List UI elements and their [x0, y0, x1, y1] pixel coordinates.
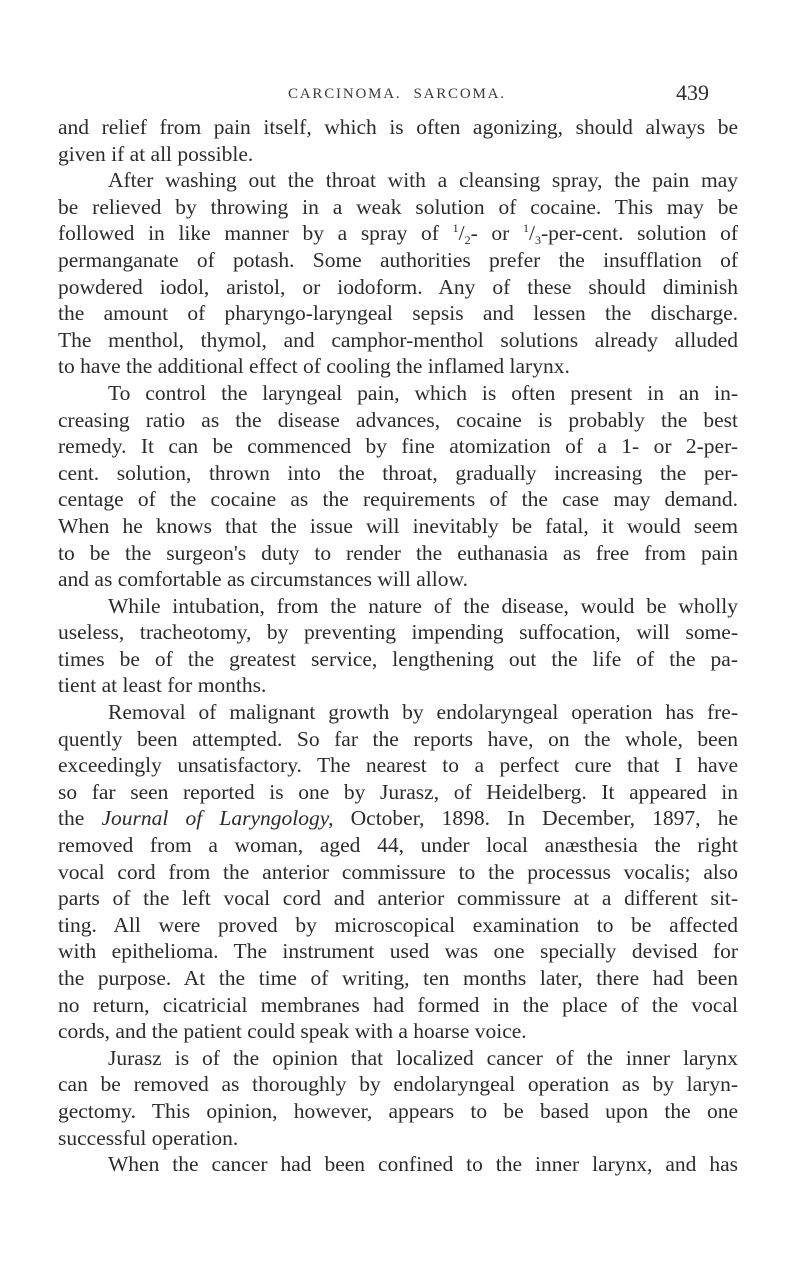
text-line: so far seen reported is one by Jurasz, of Heidelberg. It appeared in: [58, 779, 738, 804]
line-segment: the: [58, 806, 85, 831]
running-head-right: SARCOMA.: [413, 86, 506, 102]
text-line: quently been attempted. So far the reports have, on the whole, been: [58, 726, 738, 751]
text-line: useless, tracheotomy, by preventing impending suffocation, will some-: [58, 620, 738, 645]
text-line: The menthol, thymol, and camphor-menthol solutions already alluded: [58, 327, 738, 352]
text-line: centage of the cocaine as the requirements of the case may demand.: [58, 487, 738, 512]
text-line: When the cancer had been confined to the inner larynx, and has: [108, 1152, 738, 1177]
journal-title: Journal of Laryngology,: [101, 806, 334, 831]
text-line: the purpose. At the time of writing, ten months later, there had been: [58, 966, 738, 990]
text-line: the amount of pharyngo-laryngeal sepsis and lessen the discharge.: [58, 301, 738, 326]
text-line: exceedingly unsatisfactory. The nearest to a perfect cure that I have: [58, 753, 738, 778]
text-line: cords, and the patient could speak with a hoarse voice.: [58, 1019, 527, 1044]
text-line: powdered iodol, aristol, or iodoform. Any of these should diminish: [58, 274, 738, 299]
text-line: be relieved by throwing in a weak solution of cocaine. This may be: [58, 194, 738, 219]
text-line: to be the surgeon's duty to render the euthanasia as free from pain: [58, 540, 738, 565]
text-line: After washing out the throat with a cleansing spray, the pain may: [108, 168, 738, 193]
line-segment: -per-cent. solution of: [540, 221, 738, 246]
text-line: tient at least for months.: [58, 673, 267, 698]
text-line: Removal of malignant growth by endolaryngeal operation has fre-: [108, 700, 738, 725]
text-line: While intubation, from the nature of the disease, would be wholly: [108, 593, 738, 618]
line-segment: - or: [470, 221, 510, 246]
text-line: cent. solution, thrown into the throat, gradually increasing the per-: [58, 460, 738, 485]
line-segment: followed in like manner by a spray of: [58, 221, 439, 246]
running-head-left: CARCINOMA.: [288, 86, 402, 102]
line-segment: October, 1898. In December, 1897, he: [350, 806, 739, 831]
text-line: times be of the greatest service, lengthening out the life of the pa-: [58, 646, 738, 671]
text-line: creasing ratio as the disease advances, cocaine is probably the best: [58, 407, 738, 432]
text-line: remedy. It can be commenced by fine atomization of a 1- or 2-per-: [58, 434, 738, 459]
text-line: gectomy. This opinion, however, appears to be based upon the one: [58, 1098, 738, 1123]
fraction-numerator: 1: [452, 221, 459, 236]
text-line: with epithelioma. The instrument used was one specially devised for: [58, 939, 738, 964]
fraction-denominator: 2: [464, 233, 471, 248]
body-text: [58, 114, 738, 1178]
text-line: permanganate of potash. Some authorities prefer the insufflation of: [58, 247, 738, 272]
text-line: vocal cord from the anterior commissure to the processus vocalis; also: [58, 859, 738, 884]
running-head: [288, 86, 506, 103]
page-number: 439: [676, 80, 709, 105]
text-line: When he knows that the issue will inevitably be fatal, it would seem: [58, 513, 738, 538]
text-line: no return, cicatricial membranes had formed in the place of the vocal: [58, 992, 738, 1017]
text-line: to have the additional effect of cooling the inflamed larynx.: [58, 354, 570, 379]
text-line: can be removed as thoroughly by endolaryngeal operation as by laryn-: [58, 1072, 738, 1097]
text-line: given if at all possible.: [58, 141, 254, 166]
text-line: followed in like manner by a spray of $^1/_2-$ or $^1/_3-per$-cent. solution of: [58, 221, 738, 248]
text-line: successful operation.: [58, 1125, 239, 1150]
fraction-denominator: 3: [534, 233, 541, 248]
text-line: and relief from pain itself, which is often agonizing, should always be: [58, 115, 738, 139]
text-line: ting. All were proved by microscopical examination to be affected: [58, 912, 738, 937]
text-line: removed from a woman, aged 44, under local anæsthesia the right: [58, 833, 738, 858]
text-line: parts of the left vocal cord and anterior commissure at a different sit-: [58, 886, 738, 911]
text-line: Jurasz is of the opinion that localized cancer of the inner larynx: [108, 1045, 738, 1070]
fraction-numerator: 1: [522, 221, 529, 236]
text-line: To control the laryngeal pain, which is often present in an in-: [108, 380, 738, 405]
text-line: and as comfortable as circumstances will allow.: [58, 567, 468, 592]
text-line: [58, 805, 738, 832]
